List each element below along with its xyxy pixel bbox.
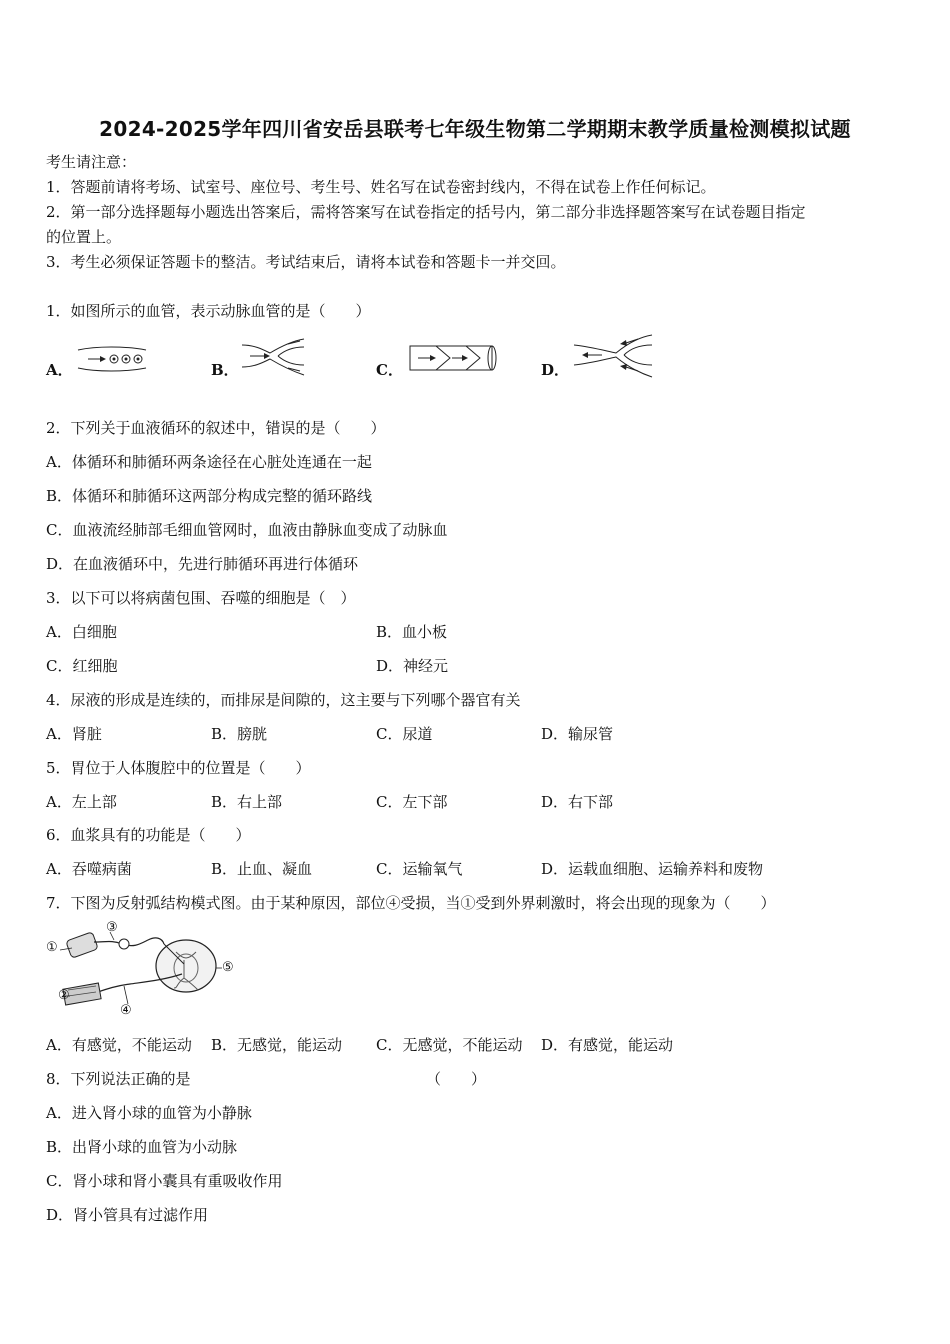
q8-option-a: A．进入肾小球的血管为小静脉 xyxy=(46,1104,252,1122)
q1-option-c: C． xyxy=(376,361,403,379)
question-4-stem: 4．尿液的形成是连续的，而排尿是间隙的，这主要与下列哪个器官有关 xyxy=(46,691,521,709)
q4-option-c: C．尿道 xyxy=(376,725,433,743)
q6-option-c: C．运输氧气 xyxy=(376,860,463,878)
q5-option-a: A．左上部 xyxy=(46,793,117,811)
notice-item: 1．答题前请将考场、试室号、座位号、考生号、姓名写在试卷密封线内，不得在试卷上作任何标记。 xyxy=(46,178,716,196)
vessel-figure-a xyxy=(76,344,148,374)
figure-label-1: ① xyxy=(46,940,58,955)
question-8-stem: 8．下列说法正确的是 xyxy=(46,1070,191,1088)
q7-option-c: C．无感觉，不能运动 xyxy=(376,1036,523,1054)
question-7-stem: 7．下图为反射弧结构模式图。由于某种原因，部位④受损，当①受到外界刺激时，将会出现的现象为（ ） xyxy=(46,894,776,912)
notice-item: 2．第一部分选择题每小题选出答案后，需将答案写在试卷指定的括号内，第二部分非选择题答案写在试卷题目指定 xyxy=(46,203,806,221)
vessel-figure-b xyxy=(240,337,306,377)
question-1-stem: 1．如图所示的血管，表示动脉血管的是（ ） xyxy=(46,302,371,320)
q4-option-a: A．肾脏 xyxy=(46,725,102,743)
question-5-stem: 5．胃位于人体腹腔中的位置是（ ） xyxy=(46,759,311,777)
figure-label-3: ③ xyxy=(106,920,118,935)
q8-answer-bracket: （ ） xyxy=(426,1070,487,1088)
q2-option-a: A．体循环和肺循环两条途径在心脏处连通在一起 xyxy=(46,453,372,471)
q1-option-b: B． xyxy=(211,361,239,379)
question-3-stem: 3．以下可以将病菌包围、吞噬的细胞是（ ） xyxy=(46,589,356,607)
q7-option-a: A．有感觉，不能运动 xyxy=(46,1036,192,1054)
q8-option-b: B．出肾小球的血管为小动脉 xyxy=(46,1138,238,1156)
q4-option-b: B．膀胱 xyxy=(211,725,268,743)
q4-option-d: D．输尿管 xyxy=(541,725,614,743)
notice-item: 3．考生必须保证答题卡的整洁。考试结束后，请将本试卷和答题卡一并交回。 xyxy=(46,253,566,271)
q3-option-a: A．白细胞 xyxy=(46,623,117,641)
q5-option-b: B．右上部 xyxy=(211,793,283,811)
q6-option-d: D．运载血细胞、运输养料和废物 xyxy=(541,860,764,878)
q7-option-d: D．有感觉，能运动 xyxy=(541,1036,674,1054)
page-title: 2024-2025学年四川省安岳县联考七年级生物第二学期期末教学质量检测模拟试题 xyxy=(99,117,851,141)
q1-option-a: A． xyxy=(46,361,73,379)
q5-option-c: C．左下部 xyxy=(376,793,448,811)
q8-option-d: D．肾小管具有过滤作用 xyxy=(46,1206,209,1224)
q3-option-c: C．红细胞 xyxy=(46,657,118,675)
q7-option-b: B．无感觉，能运动 xyxy=(211,1036,343,1054)
q2-option-d: D．在血液循环中，先进行肺循环再进行体循环 xyxy=(46,555,359,573)
question-6-stem: 6．血浆具有的功能是（ ） xyxy=(46,826,251,844)
q5-option-d: D．右下部 xyxy=(541,793,614,811)
q1-option-d: D． xyxy=(541,361,570,379)
reflex-arc-figure xyxy=(44,920,240,1020)
figure-label-2: ② xyxy=(58,988,70,1003)
vessel-figure-d xyxy=(572,331,654,379)
q6-option-a: A．吞噬病菌 xyxy=(46,860,132,878)
q2-option-c: C．血液流经肺部毛细血管网时，血液由静脉血变成了动脉血 xyxy=(46,521,448,539)
notice-heading: 考生请注意： xyxy=(46,153,137,171)
q2-option-b: B．体循环和肺循环这两部分构成完整的循环路线 xyxy=(46,487,373,505)
question-2-stem: 2．下列关于血液循环的叙述中，错误的是（ ） xyxy=(46,419,386,437)
q3-option-b: B．血小板 xyxy=(376,623,448,641)
q6-option-b: B．止血、凝血 xyxy=(211,860,313,878)
figure-label-5: ⑤ xyxy=(222,960,234,975)
figure-label-4: ④ xyxy=(120,1003,132,1018)
q8-option-c: C．肾小球和肾小囊具有重吸收作用 xyxy=(46,1172,283,1190)
vessel-figure-c xyxy=(406,342,498,374)
q3-option-d: D．神经元 xyxy=(376,657,449,675)
notice-item: 的位置上。 xyxy=(46,228,122,246)
